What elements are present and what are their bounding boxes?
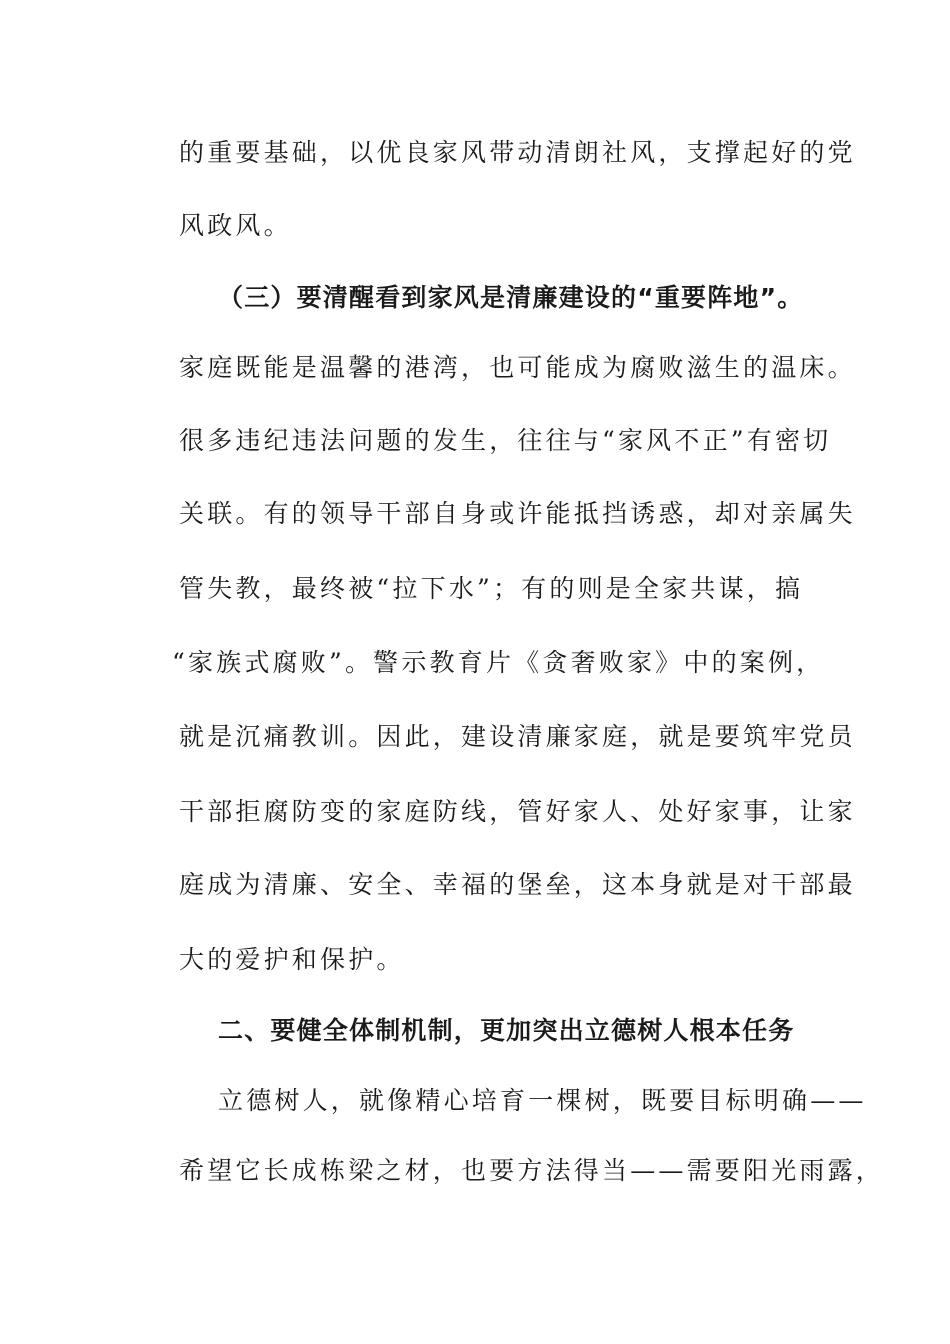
section-heading: 二、要健全体制机制，更加突出立德树人根本任务 bbox=[218, 1016, 795, 1045]
body-text-line: 立德树人，就像精心培育一棵树，既要目标明确—— bbox=[218, 1086, 867, 1115]
body-text-line: 管失教，最终被“拉下水”；有的则是全家共谋，搞 bbox=[179, 574, 804, 603]
body-text-line: 很多违纪违法问题的发生，往往与“家风不正”有密切 bbox=[179, 426, 832, 455]
body-text-line: 关联。有的领导干部自身或许能抵挡诱惑，却对亲属失 bbox=[179, 499, 856, 528]
body-text-line: 庭成为清廉、安全、幸福的堡垒，这本身就是对干部最 bbox=[179, 870, 856, 899]
body-text-line: 希望它长成栋梁之材，也要方法得当——需要阳光雨露， bbox=[179, 1156, 885, 1185]
body-text-line: 家庭既能是温馨的港湾，也可能成为腐败滋生的温床。 bbox=[179, 353, 856, 382]
body-text-line: 风政风。 bbox=[179, 211, 292, 240]
body-text-line: 大的爱护和保护。 bbox=[179, 945, 405, 974]
body-text-line: 干部拒腐防变的家庭防线，管好家人、处好家事，让家 bbox=[179, 797, 856, 826]
body-text-line: 的重要基础，以优良家风带动清朗社风，支撑起好的党 bbox=[179, 138, 856, 167]
body-text-line: 就是沉痛教训。因此，建设清廉家庭，就是要筑牢党员 bbox=[179, 722, 856, 751]
subsection-heading: （三）要清醒看到家风是清廉建设的“重要阵地”。 bbox=[218, 283, 804, 312]
body-text-line: “家族式腐败”。警示教育片《贪奢败家》中的案例， bbox=[172, 648, 825, 677]
